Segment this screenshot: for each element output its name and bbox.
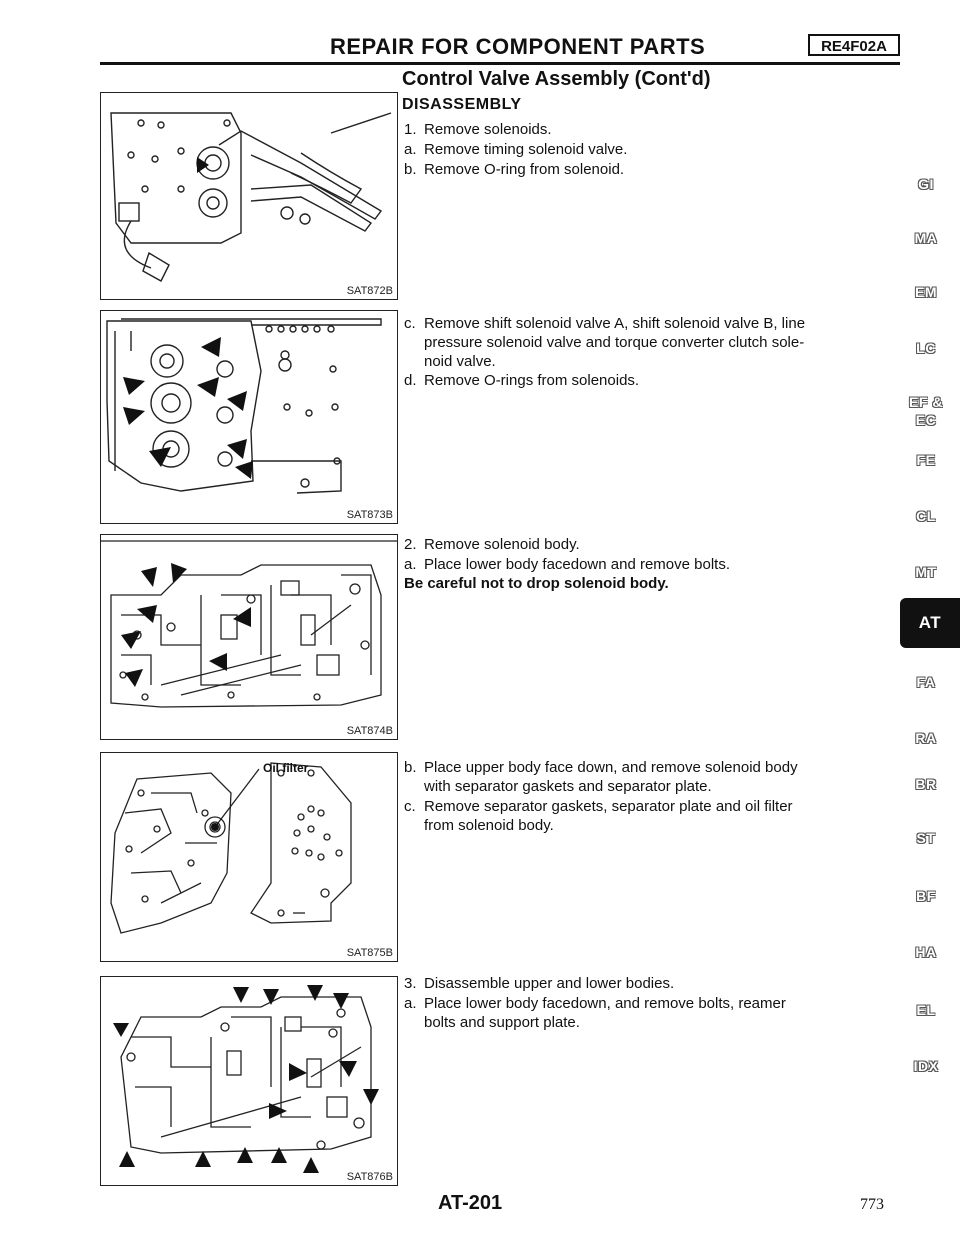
oil-filter-label: Oil filter	[263, 761, 309, 775]
figure-id: SAT872B	[346, 285, 393, 297]
side-tab-fe[interactable]: FE	[916, 452, 936, 468]
side-tab-em[interactable]: EM	[915, 284, 937, 300]
step-number: 3.	[404, 975, 417, 992]
side-tab-at[interactable]: AT	[900, 598, 960, 648]
step-text-line-1: Remove shift solenoid valve A, shift solenoid valve B, line	[424, 315, 806, 332]
step-2b	[404, 758, 904, 798]
step-3a	[404, 994, 904, 1034]
side-tab-el[interactable]: EL	[916, 1002, 936, 1018]
step-2a	[404, 555, 904, 575]
side-tab-ma[interactable]: MA	[914, 230, 938, 246]
step-text: Remove O-rings from solenoids.	[424, 372, 640, 389]
side-tab-ra[interactable]: RA	[915, 730, 937, 746]
page-number: 773	[860, 1196, 884, 1213]
step-letter: c.	[404, 798, 416, 815]
figure-sat875b-drawing	[101, 753, 397, 961]
figure-id: SAT876B	[346, 1171, 393, 1183]
page-header-title: REPAIR FOR COMPONENT PARTS	[330, 34, 706, 59]
step-3	[404, 974, 904, 994]
step-1c	[404, 314, 904, 374]
step-number: 1.	[404, 121, 417, 138]
step-text-line-2: bolts and support plate.	[424, 1014, 580, 1031]
model-badge: RE4F02A	[808, 34, 900, 56]
figure-sat876b-drawing	[101, 977, 397, 1185]
figure-sat876b	[100, 976, 398, 1186]
step-text: Place lower body facedown and remove bolts.	[424, 556, 731, 573]
step-1d	[404, 371, 904, 391]
step-text: Disassemble upper and lower bodies.	[424, 975, 675, 992]
header-rule	[100, 62, 900, 65]
side-tab-cl[interactable]: CL	[916, 508, 936, 524]
side-tab-bf[interactable]: BF	[916, 888, 936, 904]
side-tab-mt[interactable]: MT	[915, 564, 937, 580]
side-tab-fa[interactable]: FA	[916, 674, 936, 690]
figure-sat872b-drawing	[101, 93, 397, 299]
step-letter: a.	[404, 556, 417, 573]
side-tab-ef[interactable]: EF &	[909, 394, 943, 410]
step-1a	[404, 140, 904, 160]
step-letter: b.	[404, 161, 417, 178]
step-text-line-2: from solenoid body.	[424, 817, 554, 834]
step-text: Remove timing solenoid valve.	[424, 141, 628, 158]
step-1b	[404, 160, 904, 180]
page-code: AT-201	[438, 1192, 503, 1214]
step-1	[404, 120, 904, 140]
step-number: 2.	[404, 536, 417, 553]
figure-id: SAT874B	[346, 725, 393, 737]
figure-sat874b-drawing	[101, 535, 397, 739]
figure-sat873b	[100, 310, 398, 524]
step-text: Remove solenoids.	[424, 121, 552, 138]
step-letter: d.	[404, 372, 417, 389]
step-text-line-1: Place upper body face down, and remove solenoid body	[424, 759, 798, 776]
step-text: Remove solenoid body.	[424, 536, 580, 553]
side-tab-ec[interactable]: EC	[915, 412, 937, 428]
step-2	[404, 535, 904, 555]
step-text-line-1: Remove separator gaskets, separator plate and oil filter	[424, 798, 793, 815]
figure-sat875b	[100, 752, 398, 962]
figure-id: SAT875B	[346, 947, 393, 959]
step-text-line-1: Place lower body facedown, and remove bolts, reamer	[424, 995, 786, 1012]
step-text-line-2: pressure solenoid valve and torque converter clutch sole-	[424, 334, 805, 351]
step-2c	[404, 797, 904, 837]
step-text-line-2: with separator gaskets and separator plate.	[424, 778, 712, 795]
step-letter: a.	[404, 141, 417, 158]
side-tab-idx[interactable]: IDX	[913, 1058, 939, 1074]
disassembly-subhead: DISASSEMBLY	[402, 96, 522, 113]
figure-sat873b-drawing	[101, 311, 397, 523]
step-letter: a.	[404, 995, 417, 1012]
step-letter: c.	[404, 315, 416, 332]
side-tab-st[interactable]: ST	[916, 830, 936, 846]
figure-sat872b	[100, 92, 398, 300]
side-tab-lc[interactable]: LC	[916, 340, 936, 356]
side-tab-ha[interactable]: HA	[915, 944, 937, 960]
figure-id: SAT873B	[346, 509, 393, 521]
step-text: Remove O-ring from solenoid.	[424, 161, 625, 178]
caution-note: Be careful not to drop solenoid body.	[404, 575, 669, 592]
section-title: Control Valve Assembly (Cont'd)	[402, 68, 711, 90]
step-letter: b.	[404, 759, 417, 776]
side-tab-gi[interactable]: GI	[918, 176, 934, 192]
side-tab-br[interactable]: BR	[915, 776, 937, 792]
figure-sat874b	[100, 534, 398, 740]
step-text-line-3: noid valve.	[424, 353, 496, 370]
